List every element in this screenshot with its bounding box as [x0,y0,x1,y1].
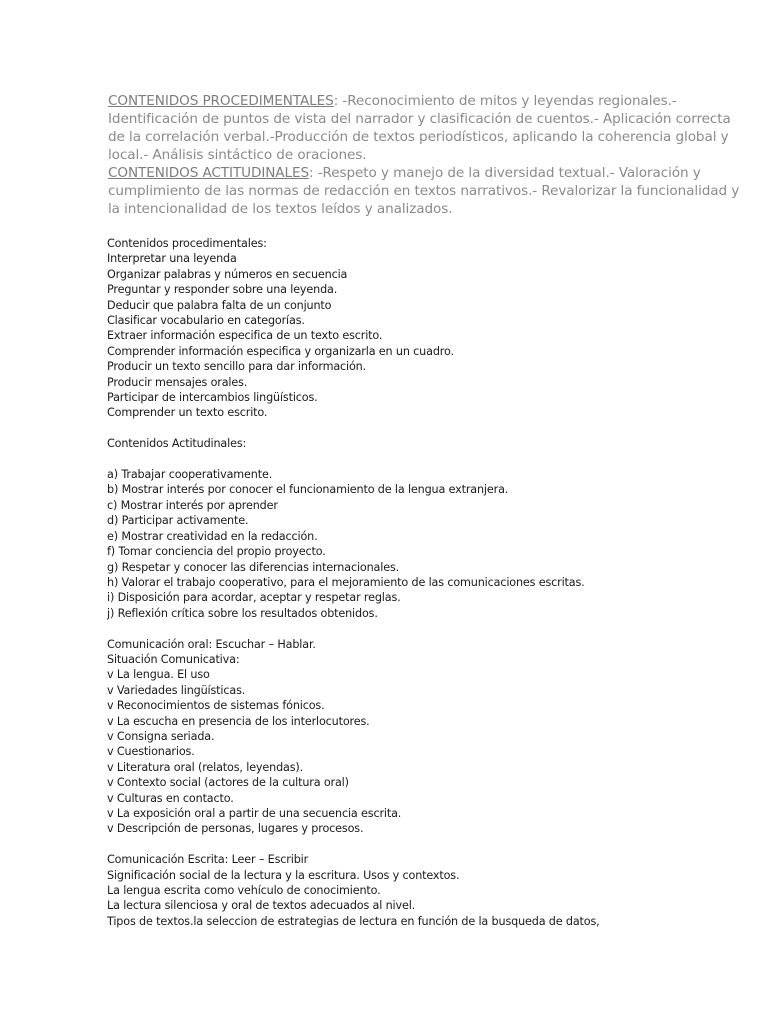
procedimentales-text: : -Reconocimiento de mitos y leyendas regionales.- Identificación de puntos de vista del narrador y clasificación de cuentos.- Aplicación correcta de la correlación verbal.-Producción de textos periodísticos, aplicando la coherencia global y local.- Análisis sintáctico de oraciones. [108,93,731,163]
actitudinales-paragraph [108,164,748,218]
list-item: c) Mostrar interés por aprender [107,498,278,512]
actitudinales-title: Contenidos Actitudinales: [107,437,247,451]
oral-list [107,667,747,836]
oral-title: Comunicación oral: Escuchar – Hablar. [107,637,316,651]
list-item: Interpretar una leyenda [107,252,237,266]
list-item: v Cuestionarios. [107,745,195,759]
procedimentales-title: Contenidos procedimentales: [107,237,267,250]
list-item: La lengua escrita como vehículo de conocimiento. [107,884,381,897]
escrita-list [107,868,747,930]
list-item: f) Tomar conciencia del propio proyecto. [107,545,326,559]
list-item: v Culturas en contacto. [107,791,234,805]
procedimentales-list [107,251,747,420]
list-item: v Reconocimientos de sistemas fónicos. [107,699,325,713]
list-item: v Descripción de personas, lugares y procesos. [107,822,364,836]
list-item: v Consigna seriada. [107,729,215,743]
list-item: Producir un texto sencillo para dar información. [107,360,367,374]
list-item: Comprender un texto escrito. [107,406,268,420]
intro-block [108,92,748,218]
actitudinales-text: : -Respeto y manejo de la diversidad textual.- Valoración y cumplimiento de las normas de redacción en textos narrativos.- Revalorizar la funcionalidad y la intencionalidad de los textos leídos y analizados. [108,165,740,217]
list-item: Organizar palabras y números en secuencia [107,267,348,281]
actitudinales-list [107,467,747,621]
list-item: b) Mostrar interés por conocer el funcionamiento de la lengua extranjera. [107,483,509,497]
list-item: Deducir que palabra falta de un conjunto [107,298,332,312]
procedimentales-paragraph [108,92,748,164]
list-item: v Contexto social (actores de la cultura oral) [107,776,349,790]
list-item: d) Participar activamente. [107,514,249,528]
list-item: a) Trabajar cooperativamente. [107,468,273,482]
list-item: Tipos de textos.la seleccion de estrategias de lectura en función de la busqueda de datos, [107,914,600,928]
list-item: v Literatura oral (relatos, leyendas). [107,760,304,774]
list-item: g) Respetar y conocer las diferencias internacionales. [107,560,400,574]
oral-subtitle: Situación Comunicativa: [107,652,240,666]
procedimentales-heading: CONTENIDOS PROCEDIMENTALES [108,93,334,109]
list-item: Comprender información especifica y organizarla en un cuadro. [107,344,454,358]
body-text [107,236,747,929]
list-item: e) Mostrar creatividad en la redacción. [107,529,318,543]
list-item: Clasificar vocabulario en categorías. [107,314,305,328]
list-item: La lectura silenciosa y oral de textos adecuados al nivel. [107,899,416,913]
list-item: j) Reflexión crítica sobre los resultados obtenidos. [107,606,378,620]
escrita-title: Comunicación Escrita: Leer – Escribir [107,853,309,867]
list-item: Participar de intercambios lingüísticos. [107,391,318,405]
list-item: Preguntar y responder sobre una leyenda. [107,283,338,297]
list-item: Producir mensajes orales. [107,375,248,389]
list-item: v La escucha en presencia de los interlocutores. [107,714,370,728]
list-item: h) Valorar el trabajo cooperativo, para el mejoramiento de las comunicaciones escritas. [107,575,585,589]
list-item: v La lengua. El uso [107,668,210,682]
list-item: Significación social de la lectura y la escritura. Usos y contextos. [107,868,460,882]
actitudinales-heading: CONTENIDOS ACTITUDINALES [108,165,310,181]
list-item: v La exposición oral a partir de una secuencia escrita. [107,806,402,820]
list-item: Extraer información especifica de un texto escrito. [107,329,383,343]
list-item: i) Disposición para acordar, aceptar y respetar reglas. [107,591,401,605]
list-item: v Variedades lingüísticas. [107,683,246,697]
